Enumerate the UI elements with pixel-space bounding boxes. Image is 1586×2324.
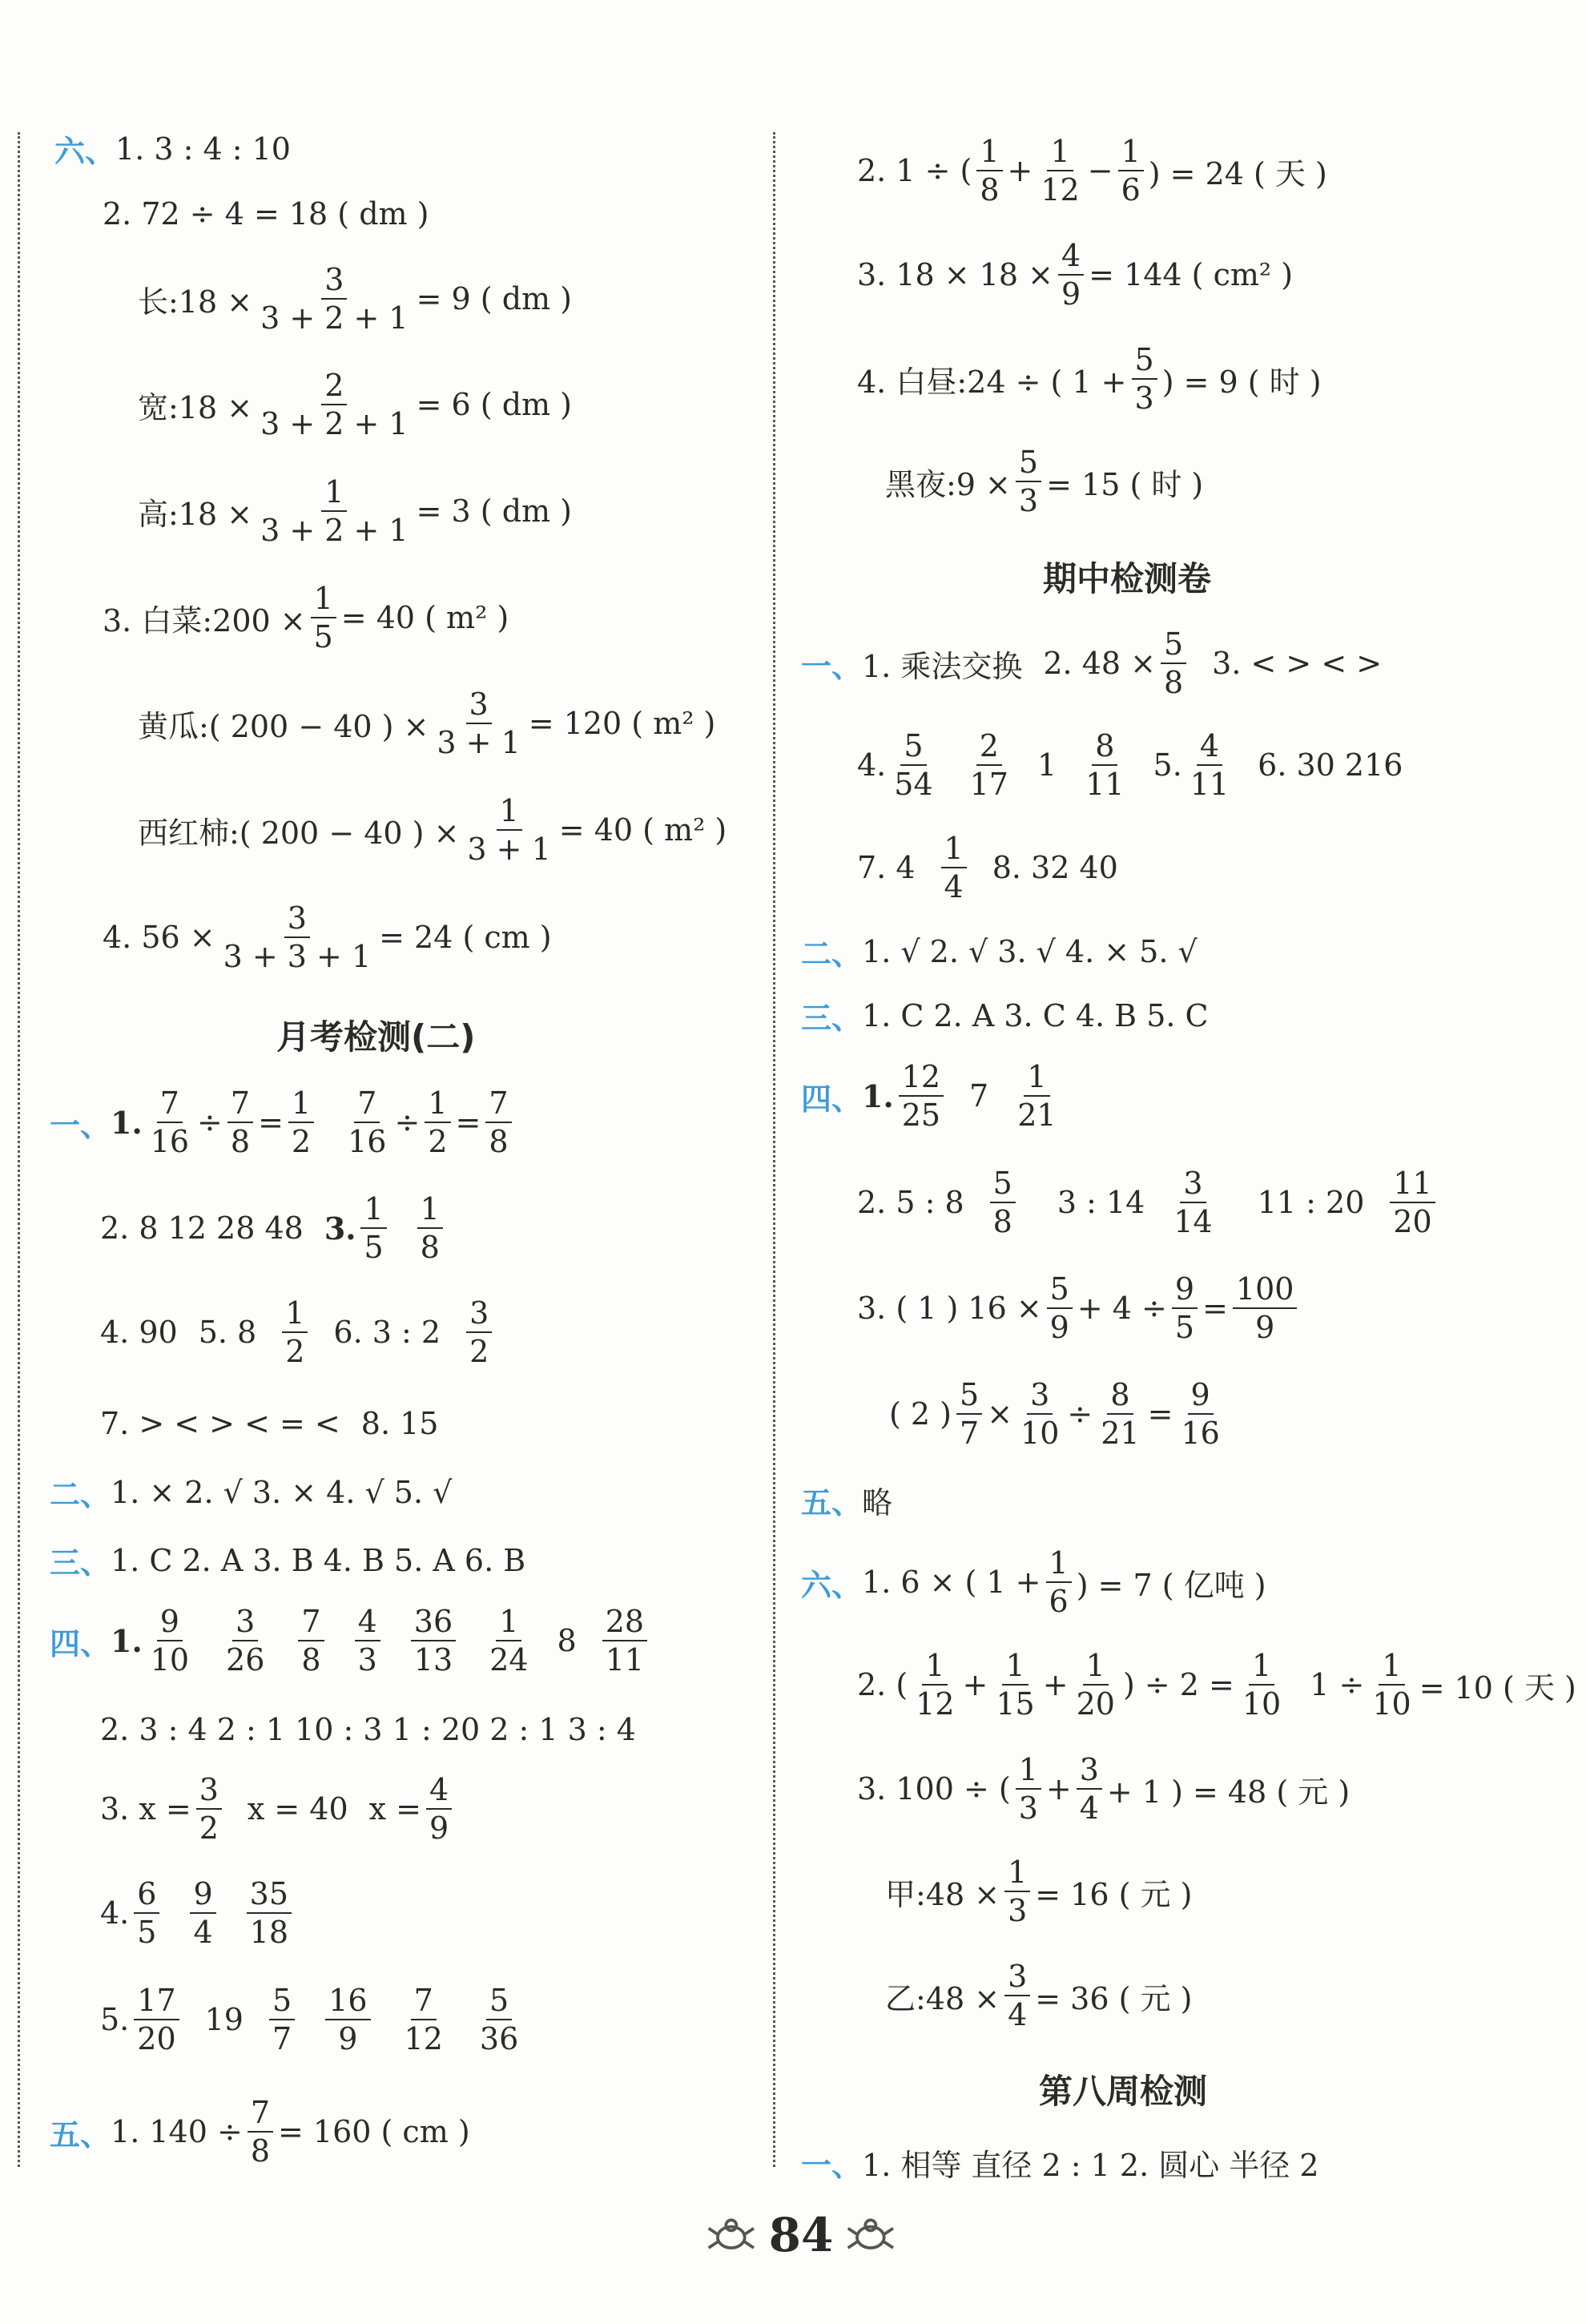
answer-line [100,1295,497,1369]
answer-line [138,262,572,336]
fraction: $\frac{5}{7}$ [956,1379,982,1448]
answer-text: ( 2 ) [889,1396,952,1432]
answer-text: 2. 8 12 28 48 [100,1210,304,1246]
fraction: $\frac{1}{15}$ [996,1648,1035,1722]
fraction: $\frac{5}{3}$ [1132,344,1157,413]
bug-icon [705,2207,758,2263]
fraction: $\frac{5}{3}$ [1016,447,1041,516]
column-divider [773,132,775,2167]
answer-line: 一、 1. $\frac{7}{16}$ ÷ $\frac{7}{8}$ = $\frac{1}{2}$ $\frac{7}{16}$ ÷ $\frac{1}{2}$ = $\frac{7}{8}$ [50,1088,517,1157]
answer-text: 7. > < > < = < [100,1406,340,1441]
fraction: $\frac{1}{8}$ [417,1194,443,1263]
fraction: $\frac{3}{4}$ [1004,1961,1030,2030]
fraction: $\frac{7}{8}$ [298,1606,324,1675]
answer-text: = 160 ( cm ) [278,2114,470,2149]
answer-text: 1. 相等 直径 2 : 1 2. 圆心 半径 2 [862,2148,1319,2183]
fraction: $\frac{8}{21}$ [1101,1377,1140,1451]
answer-text: 1. [111,1104,143,1141]
answer-line [50,2095,470,2169]
answer-text: 宽:18 × [138,389,253,425]
fraction: $\frac{5}{8}$ [990,1168,1016,1237]
fraction: $\frac{7}{8}$ [485,1088,511,1157]
answer-text: x = [368,1791,422,1827]
fraction: $\frac{1}{3 + 2 + 1}$ [260,474,409,548]
fraction: $\frac{1}{2}$ [288,1088,314,1157]
answer-text: 高:18 × [138,496,253,532]
answer-line [857,1168,1440,1237]
answer-text: 4. 56 × [103,920,215,955]
fraction: $\frac{2}{17}$ [969,728,1008,802]
answer-line [50,1604,652,1678]
answer-line [885,1961,1192,2030]
answer-line [885,1857,1192,1926]
answer-text: 1. 3 : 4 : 10 [115,131,291,167]
answer-line [100,1191,448,1265]
answer-text: = 6 ( dm ) [416,387,572,422]
fraction: $\frac{5}{54}$ [894,728,933,802]
section-heading: 第八周检测 [1039,2072,1208,2111]
fraction: $\frac{35}{18}$ [247,1879,292,1947]
answer-text: 3. x = [100,1791,191,1827]
fraction: $\frac{36}{13}$ [411,1606,456,1675]
answer-line: 3. 100 ÷ ( $\frac{1}{3}$ + $\frac{3}{4}$ + 1 ) = 48 ( 元 ) [857,1752,1351,1826]
answer-text: 3 : 14 [1057,1185,1145,1220]
answer-line [103,196,429,232]
answer-line: 2. ( $\frac{1}{12}$ + $\frac{1}{15}$ + $\frac{1}{20}$ ) ÷ 2 = $\frac{1}{10}$ 1 ÷ $\frac{1}{10}$ = 10 ( 天 ) [857,1648,1576,1722]
answer-text: 1. [862,1077,894,1114]
fraction: $\frac{1}{3}$ [1004,1857,1030,1926]
section-heading: 期中检测卷 [1043,559,1212,598]
answer-text: 7 [969,1078,989,1114]
fraction: $\frac{28}{11}$ [602,1606,647,1675]
answer-line: ( 2 ) $\frac{5}{7}$ × $\frac{3}{10}$ ÷ $\frac{8}{21}$ = $\frac{9}{16}$ [889,1379,1228,1448]
fraction: $\frac{3}{26}$ [226,1604,265,1678]
fraction: $\frac{3}{3 + 2 + 1}$ [260,262,409,336]
answer-text: 乙:48 × [885,1980,1000,2016]
fraction: $\frac{5}{8}$ [1161,629,1186,698]
answer-text: 1 ÷ [1310,1667,1365,1702]
section-label: 五、 [801,1484,863,1520]
answer-text: 2. 5 : 8 [857,1185,964,1220]
fraction: $\frac{4}{3}$ [355,1606,380,1675]
answer-text: x = 40 [247,1791,348,1827]
answer-text: = 16 ( 元 ) [1035,1876,1193,1912]
fraction: $\frac{5}{36}$ [479,1983,519,2056]
answer-line [857,342,1322,416]
answer-text: 1. 6 × ( 1 + [862,1565,1041,1600]
fraction: $\frac{1}{4}$ [941,833,967,902]
answer-text: 2. 72 ÷ 4 = 18 ( dm ) [103,196,429,232]
answer-text: ) = 9 ( 时 ) [1161,364,1322,400]
section-label: 三、 [801,1000,863,1036]
section-label: 四、 [50,1625,111,1661]
answer-text: 5. [1153,747,1182,783]
answer-text: 1. [111,1622,143,1659]
bug-icon [844,2207,897,2263]
answer-text: 4. [857,747,887,783]
answer-line [801,993,1209,1037]
answer-line [138,370,572,439]
answer-text: 4. 90 [100,1315,178,1350]
fraction: $\frac{12}{25}$ [899,1061,944,1130]
fraction: $\frac{3}{3 + 1}$ [437,687,521,760]
fraction: $\frac{9}{5}$ [1172,1274,1198,1343]
answer-text: ) = 7 ( 亿吨 ) [1076,1567,1266,1603]
section-label: 三、 [50,1545,111,1581]
answer-text: = 40 ( m² ) [558,812,727,848]
answer-text: 1. C 2. A 3. C 4. B 5. C [862,997,1209,1033]
answer-text: 1. 乘法交换 [862,648,1023,684]
fraction: $\frac{3}{14}$ [1173,1166,1213,1239]
answer-text: = 40 ( m² ) [340,600,509,635]
answer-text: 1 [1037,747,1057,783]
fraction: $\frac{1}{3}$ [1016,1754,1041,1823]
answer-text: = 9 ( dm ) [416,281,572,316]
fraction: $\frac{3}{10}$ [1020,1377,1060,1451]
fraction: $\frac{7}{8}$ [248,2097,273,2166]
answer-text: = 36 ( 元 ) [1035,1980,1193,2016]
answer-text: 黄瓜:( 200 − 40 ) × [138,708,429,744]
answer-text: 8 [557,1623,577,1658]
answer-text: 长:18 × [138,284,253,320]
answer-text: 3. 白菜:200 × [103,602,306,638]
answer-text: 6. 3 : 2 [333,1315,441,1350]
answer-line [100,1772,457,1846]
answer-text: 3. [324,1210,356,1247]
answer-line [100,1985,526,2054]
left-margin-rule [18,132,20,2167]
answer-text: 2. 48 × [1043,646,1156,681]
answer-line [138,793,727,867]
answer-text: 黑夜:9 × [885,466,1011,502]
answer-text: 西红柿:( 200 − 40 ) × [138,815,460,851]
answer-text: + 4 ÷ [1077,1291,1167,1326]
answer-text: = 24 ( cm ) [379,920,552,955]
fraction: $\frac{7}{16}$ [348,1085,387,1159]
fraction: $\frac{1}{10}$ [1242,1648,1282,1722]
answer-text: 2. 1 ÷ ( [857,153,972,188]
answer-text: 1. C 2. A 3. B 4. B 5. A 6. B [111,1542,526,1578]
answer-text: = 15 ( 时 ) [1046,466,1204,502]
fraction: $\frac{9}{4}$ [190,1879,215,1947]
answer-line [857,238,1294,312]
answer-text: 略 [862,1485,893,1520]
page-footer [705,2199,897,2271]
fraction: $\frac{1}{21}$ [1017,1059,1057,1133]
fraction: $\frac{1}{2}$ [425,1088,450,1157]
fraction: $\frac{1}{20}$ [1076,1648,1115,1722]
fraction: $\frac{3}{4}$ [1077,1754,1102,1823]
answer-line [54,127,291,171]
section-label: 六、 [801,1566,863,1603]
fraction: $\frac{3}{2}$ [466,1298,492,1367]
fraction: $\frac{16}{9}$ [325,1985,370,2054]
fraction: $\frac{2}{3 + 2 + 1}$ [260,368,409,441]
fraction: $\frac{3}{2}$ [196,1774,222,1843]
answer-line [801,929,1198,973]
fraction: $\frac{1}{3 + 1}$ [467,793,551,867]
answer-text: = 120 ( m² ) [528,706,716,741]
fraction: $\frac{1}{24}$ [489,1604,529,1678]
fraction: $\frac{1}{12}$ [916,1648,955,1722]
answer-text: 1. 140 ÷ [111,2114,243,2149]
fraction: $\frac{5}{7}$ [269,1985,295,2054]
page-number: 84 [768,2208,834,2262]
fraction: $\frac{4}{11}$ [1190,728,1230,802]
answer-line: 3. ( 1 ) 16 × $\frac{5}{9}$ + 4 ÷ $\frac{9}{5}$ = $\frac{100}{9}$ [857,1274,1302,1343]
answer-line [138,474,572,548]
answer-text: 1. × 2. √ 3. × 4. √ 5. √ [111,1474,453,1510]
answer-text: 6. 30 216 [1258,747,1403,783]
fraction: $\frac{9}{16}$ [1181,1377,1220,1451]
answer-text: 3. 18 × 18 × [857,257,1053,292]
answer-text: ) ÷ 2 = [1122,1667,1234,1702]
answer-text: 5. [100,2002,130,2037]
fraction: $\frac{1}{6}$ [1046,1548,1072,1617]
fraction: $\frac{1}{2}$ [282,1298,308,1367]
answer-line [103,581,509,655]
answer-text: = 144 ( cm² ) [1089,257,1294,292]
answer-line [138,689,715,758]
answer-text: + 1 ) = 48 ( 元 ) [1106,1774,1351,1810]
fraction: $\frac{7}{12}$ [404,1983,443,2056]
answer-text: 4. 白昼:24 ÷ ( 1 + [857,364,1127,400]
fraction: $\frac{4}{9}$ [426,1774,452,1843]
answer-text: ) = 24 ( 天 ) [1148,155,1327,191]
answer-line: 2. 1 ÷ ( $\frac{1}{8}$ + $\frac{1}{12}$ − $\frac{1}{6}$ ) = 24 ( 天 ) [857,134,1327,207]
section-label: 四、 [801,1080,863,1117]
section-label: 一、 [801,647,863,684]
fraction: $\frac{100}{9}$ [1233,1274,1298,1343]
fraction: $\frac{1}{8}$ [976,136,1002,205]
section-label: 二、 [50,1476,111,1512]
fraction: $\frac{1}{10}$ [1372,1648,1411,1722]
answer-text: 3. < > < > [1212,646,1383,681]
answer-text: 5. 8 [198,1315,257,1350]
answer-line [857,728,1403,802]
section-heading: 月考检测(二) [276,1017,476,1057]
answer-line [885,447,1203,516]
fraction: $\frac{7}{16}$ [150,1085,190,1159]
answer-line [100,1712,636,1747]
answer-text: 3. ( 1 ) 16 × [857,1291,1042,1326]
answer-text: 8. 15 [360,1406,439,1441]
section-label: 二、 [801,936,863,972]
answer-line [801,2141,1319,2185]
answer-line [801,1478,892,1522]
answer-text: = 3 ( dm ) [416,493,572,529]
answer-line [100,1876,296,1950]
answer-text: 甲:48 × [885,1876,1000,1912]
fraction: $\frac{6}{5}$ [134,1879,159,1947]
fraction: $\frac{4}{9}$ [1058,240,1084,309]
answer-text: 1. √ 2. √ 3. √ 4. × 5. √ [862,933,1198,969]
section-label: 五、 [50,2116,111,2153]
answer-text: 2. ( [857,1667,908,1702]
answer-text: 19 [204,2002,244,2037]
answer-line [100,1406,438,1441]
answer-line [801,626,1383,700]
answer-text: 7. 4 [857,850,916,885]
section-label: 一、 [50,1106,111,1143]
fraction: $\frac{3}{3 + 3 + 1}$ [223,900,372,974]
fraction: $\frac{8}{11}$ [1085,728,1125,802]
answer-text: = 10 ( 天 ) [1419,1669,1576,1706]
fraction: $\frac{5}{9}$ [1047,1274,1073,1343]
section-label: 一、 [801,2147,863,2183]
answer-text: 3. 100 ÷ ( [857,1771,1011,1806]
fraction: $\frac{1}{6}$ [1118,136,1144,205]
answer-line [50,1538,525,1582]
fraction: $\frac{9}{10}$ [150,1604,190,1678]
fraction: $\frac{1}{5}$ [311,583,336,652]
answer-text: 4. [100,1895,130,1931]
answer-line [857,833,1118,902]
fraction: $\frac{7}{8}$ [227,1088,253,1157]
fraction: $\frac{1}{5}$ [360,1194,386,1263]
fraction: $\frac{17}{20}$ [134,1985,179,2054]
section-label: 六、 [54,133,116,169]
answer-line [103,900,552,974]
answer-line [50,1470,452,1514]
answer-text: 11 : 20 [1257,1185,1365,1220]
answer-text: 2. 3 : 4 2 : 1 10 : 3 1 : 20 2 : 1 3 : 4 [100,1712,636,1747]
answer-line [801,1059,1065,1133]
answer-line [801,1545,1266,1619]
fraction: $\frac{11}{20}$ [1390,1168,1435,1237]
fraction: $\frac{1}{12}$ [1041,134,1080,207]
answer-text: 8. 32 40 [992,850,1118,885]
